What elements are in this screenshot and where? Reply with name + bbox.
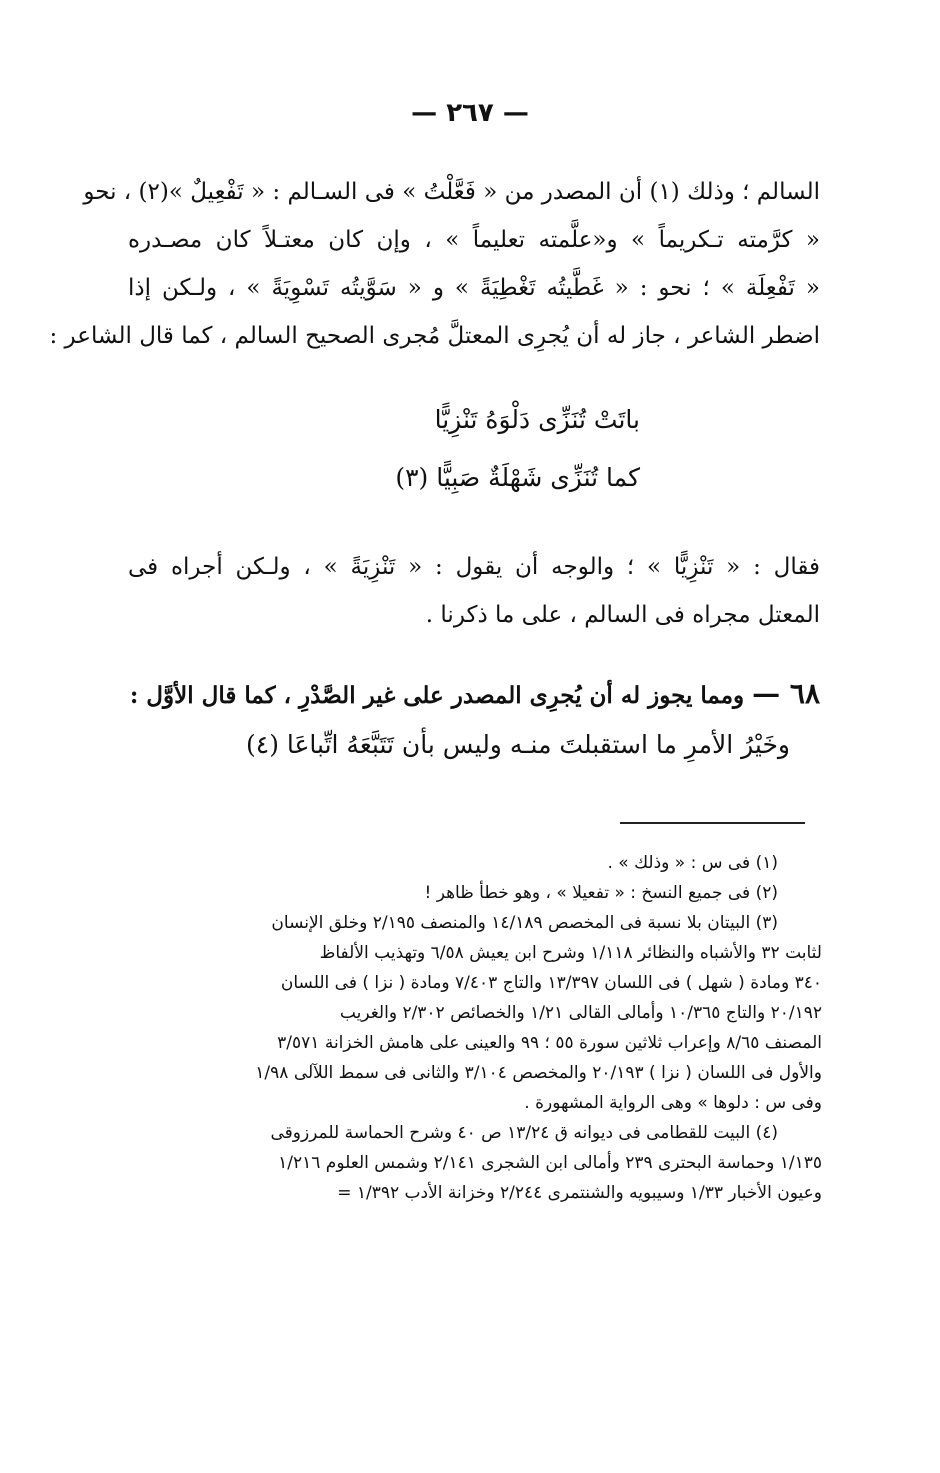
footnote-line: ٣٤٠ ومادة ( شهل ) فى اللسان ١٣/٣٩٧ والتاج ٧/٤٠٣ ومادة ( نزا ) فى اللسان xyxy=(280,973,822,993)
paragraph-line: المعتل مجراه فى السالم ، على ما ذكرنا . xyxy=(425,602,820,628)
paragraph-line: اضطر الشاعر ، جاز له أن يُجرِى المعتلَّ مُجرى الصحيح السالم ، كما قال الشاعر : xyxy=(49,323,820,349)
section-number: ٦٨ — xyxy=(752,677,820,710)
footnote-line: (٢) فى جميع النسخ : « تفعيلا » ، وهو خطأ ظاهر ! xyxy=(424,883,778,903)
footnote-line: (٣) البيتان بلا نسبة فى المخصص ١٤/١٨٩ والمنصف ٢/١٩٥ وخلق الإنسان xyxy=(271,913,778,933)
footnote-line: (٤) البيت للقطامى فى ديوانه ق ١٣/٢٤ ص ٤٠ وشرح الحماسة للمرزوقى xyxy=(270,1123,778,1143)
paragraph-2 xyxy=(128,543,820,639)
footnote-line: لثابت ٣٢ والأشباه والنظائر ١/١١٨ وشرح ابن يعيش ٦/٥٨ وتهذيب الألفاظ xyxy=(319,943,822,963)
footnote-divider xyxy=(620,822,805,824)
paragraph-line: السالم ؛ وذلك (١) أن المصدر من « فَعَّلْتُ » فى السـالم : « تَفْعِيلٌ »(٢) ، نحو xyxy=(83,179,820,205)
footnote-line: ٢٠/١٩٢ والتاج ١٠/٣٦٥ وأمالى القالى ١/٢١ والخصائص ٢/٣٠٢ والغريب xyxy=(339,1003,822,1023)
verse-1-line-2: كما تُنَزِّى شَهْلَةٌ صَبِيًّا (٣) xyxy=(395,463,640,492)
footnote-line: ١/١٣٥ وحماسة البحترى ٢٣٩ وأمالى ابن الشجرى ٢/١٤١ وشمس العلوم ١/٢١٦ xyxy=(278,1153,822,1173)
verse-2: وخَيْرُ الأمرِ ما استقبلتَ منـه وليس بأن تَتَبَّعَهُ اتِّباعَا (٤) xyxy=(245,730,790,759)
section-text: ومما يجوز له أن يُجرِى المصدر على غير الصَّدْرِ ، كما قال الأوَّل : xyxy=(129,682,753,709)
footnote-line: (١) فى س : « وذلك » . xyxy=(607,853,778,873)
page-number: — ٢٦٧ — xyxy=(411,98,529,128)
footnote-line: وعيون الأخبار ١/٣٣ وسيبويه والشنتمرى ٢/٢٤٤ وخزانة الأدب ١/٣٩٢ = xyxy=(337,1183,822,1203)
footnote-line: وفى س : دلوها » وهى الرواية المشهورة . xyxy=(524,1093,822,1113)
paragraph-line: « تَفْعِلَة » ؛ نحو : « غَطَّيتُه تَغْطِيَةً » و « سَوَّيتُه تَسْوِيَةً » ، ولـكن إذا xyxy=(128,275,820,301)
footnote-line: المصنف ٨/٦٥ وإعراب ثلاثين سورة ٥٥ ؛ ٩٩ والعينى على هامش الخزانة ٣/٥٧١ xyxy=(277,1033,822,1053)
footnotes xyxy=(122,848,822,1208)
verse-1-line-1: باتَتْ تُنَزِّى دَلْوَهُ تَنْزِيًّا xyxy=(434,405,640,434)
paragraph-1 xyxy=(49,168,820,360)
section-68 xyxy=(128,670,820,718)
paragraph-line: « كرَّمته تـكريماً » و«علَّمته تعليماً » ، وإن كان معتـلاً كان مصـدره xyxy=(128,227,820,253)
footnote-line: والأول فى اللسان ( نزا ) ٢٠/١٩٣ والمخصص ٣/١٠٤ والثانى فى سمط اللآلى ١/٩٨ xyxy=(255,1063,822,1083)
paragraph-line: فقال : « تَنْزِيًّا » ؛ والوجه أن يقول : « تَنْزِيَةً » ، ولـكن أجراه فى xyxy=(128,554,820,580)
